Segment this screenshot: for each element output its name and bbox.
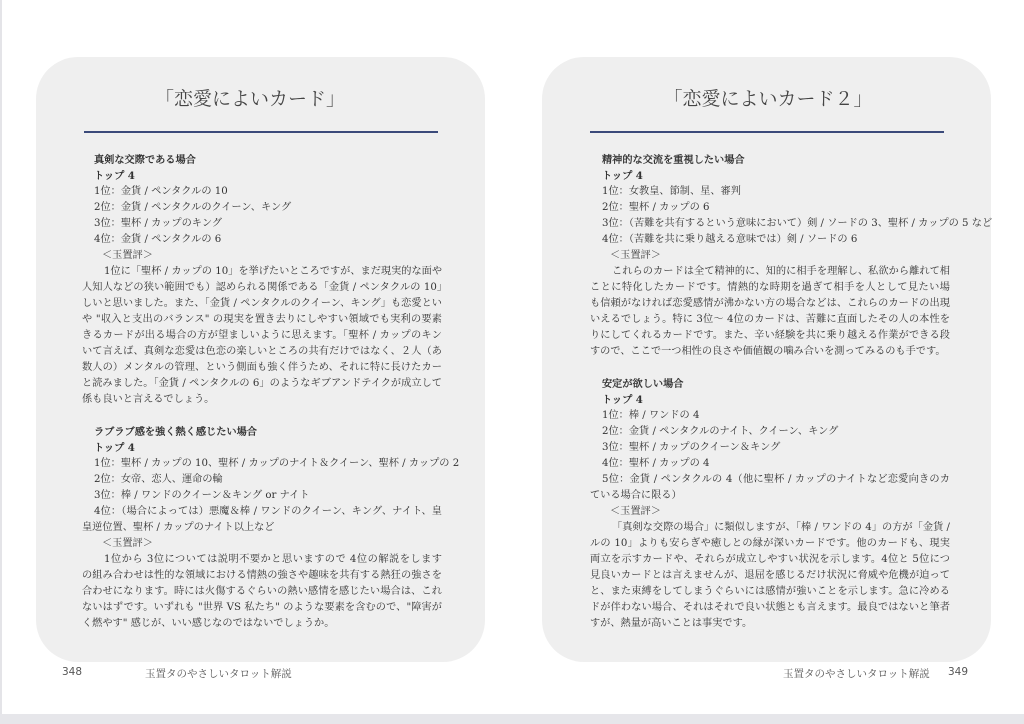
- paragraph-line: 係も良いと言えるでしょう。: [82, 394, 215, 405]
- paragraph-line: 皇逆位置、聖杯 / カップのナイト以上など: [82, 522, 275, 533]
- list-item: 5位：金貨 / ペンタクルの 4（他に聖杯 / カップのナイトなど恋愛向きのカ: [602, 474, 950, 485]
- paragraph-line: ないはずです。いずれも "世界 VS 私たち" のような要素を含むので、"障害が: [82, 602, 442, 613]
- review-label: ＜玉置評＞: [610, 250, 661, 261]
- paragraph-line: 1位から 3位については説明不要かと思いますので 4位の解説をします: [104, 554, 442, 565]
- paragraph-line: 「真剣な交際の場合」に類似しますが、「棒 / ワンドの 4」の方が「金貨 /: [612, 522, 950, 533]
- page-title: 「恋愛によいカード」: [154, 88, 345, 110]
- paragraph-line: 1位に「聖杯 / カップの 10」を挙げたいところですが、まだ現実的な面や: [104, 266, 442, 277]
- section-heading: トップ 4: [602, 394, 643, 406]
- list-item: 1位：聖杯 / カップの 10、聖杯 / カップのナイト＆クイーン、聖杯 / カップの 2: [94, 458, 460, 469]
- paragraph-line: すので、ここで一つ相性の良さや価値観の噛み合いを測ってみるのも手です。: [590, 346, 946, 357]
- paragraph-line: りにしてくれるカードです。また、辛い経験を共に乗り越える作業ができる段: [590, 330, 950, 341]
- paragraph-line: 人知人などの狭い範囲でも）認められる関係である「金貨 / ペンタクルの 10」: [82, 282, 442, 293]
- list-item: 3位：（苦難を共有するという意味において）剣 / ソードの 3、聖杯 / カップの 5 など: [602, 218, 993, 229]
- section-heading: 精神的な交流を重視したい場合: [602, 154, 745, 166]
- left-page: [0, 0, 512, 714]
- list-item: 3位：聖杯 / カップのキング: [94, 218, 223, 229]
- paragraph-line: いて言えば、真剣な恋愛は色恋の楽しいところの共有だけではなく、２人（あ: [82, 346, 442, 357]
- right-page: [512, 0, 1024, 714]
- running-title: 玉置タのやさしいタロット解説: [783, 668, 930, 680]
- list-item: 1位：棒 / ワンドの 4: [602, 410, 700, 421]
- paragraph-line: 合わせになります。時には火傷するぐらいの熱い感情を感じたい場合は、これ: [82, 586, 442, 597]
- title-divider: [84, 131, 438, 133]
- paragraph-line: と、また束縛をしてしまうぐらいには感情が強いことを示します。急に冷める: [590, 586, 950, 597]
- list-item: 4位：金貨 / ペンタクルの 6: [94, 234, 222, 245]
- paragraph-line: ことに特化したカードです。情熱的な時期を過ぎて相手を人として見たい場: [590, 282, 950, 293]
- title-divider: [590, 131, 944, 133]
- paragraph-line: ている場合に限る）: [590, 490, 682, 501]
- review-label: ＜玉置評＞: [102, 250, 153, 261]
- paragraph-line: 両立を示すカードや、それらが成立しやすい状況を示します。4位と 5位につ: [590, 554, 950, 565]
- paragraph-line: すが、熱量が高いことは事実です。: [590, 618, 753, 629]
- paragraph-line: と読みました。「金貨 / ペンタクルの 6」のようなギブアンドテイクが成立して: [82, 378, 442, 389]
- page-title: 「恋愛によいカード２」: [663, 88, 873, 110]
- section-heading: ラブラブ感を強く熱く感じたい場合: [94, 426, 257, 438]
- paragraph-line: も信頼がなければ恋愛感情が沸かない方の場合などは、これらのカードの出現: [590, 298, 950, 309]
- list-item: 4位：聖杯 / カップの 4: [602, 458, 710, 469]
- paragraph-line: 見良いカードとは言えませんが、退屈を感じるだけ状況に脅威や危機が迫って: [590, 570, 950, 581]
- paragraph-line: これらのカードは全て精神的に、知的に相手を理解し、私欲から離れて相: [612, 266, 950, 277]
- page-number: 348: [62, 666, 83, 678]
- page-body: [590, 152, 993, 632]
- page-body: [82, 152, 460, 632]
- running-title: 玉置タのやさしいタロット解説: [145, 668, 292, 680]
- paragraph-line: いえるでしょう。特に 3位～ 4位のカードは、苦難に直面したその人の本性を: [590, 314, 950, 325]
- section-heading: 安定が欲しい場合: [602, 378, 684, 390]
- blank-line: [590, 360, 950, 376]
- section-heading: 真剣な交際である場合: [94, 154, 196, 166]
- list-item: 1位：金貨 / ペンタクルの 10: [94, 186, 228, 197]
- section-heading: トップ 4: [602, 170, 643, 182]
- section-heading: トップ 4: [94, 170, 135, 182]
- page-number: 349: [948, 666, 969, 678]
- paragraph-line: ルの 10」よりも安らぎや癒しとの縁が深いカードです。他のカードも、現実: [590, 538, 950, 549]
- list-item: 4位：（場合によっては）悪魔＆棒 / ワンドのクイーン、キング、ナイト、皇: [94, 506, 442, 517]
- list-item: 4位：（苦難を共に乗り越える意味では）剣 / ソードの 6: [602, 234, 858, 245]
- list-item: 2位：聖杯 / カップの 6: [602, 202, 710, 213]
- section-heading: トップ 4: [94, 442, 135, 454]
- paragraph-line: 数人の）メンタルの管理、という側面も強く伴うため、それに特に長けたカー: [82, 362, 442, 373]
- list-item: 2位：金貨 / ペンタクルのナイト、クイーン、キング: [602, 426, 839, 437]
- list-item: 3位：棒 / ワンドのクイーン＆キング or ナイト: [94, 490, 310, 501]
- viewer-bottom-edge: [0, 714, 1024, 724]
- paragraph-line: ドが伴わない場合、それはそれで良い状態とも言えます。最良ではないと筆者: [590, 602, 950, 613]
- list-item: 1位：女教皇、節制、星、審判: [602, 186, 741, 197]
- paragraph-line: の組み合わせは性的な領域における情熱の強さや趣味を共有する熱狂の強さを: [82, 570, 442, 581]
- review-label: ＜玉置評＞: [610, 506, 661, 517]
- blank-line: [82, 408, 442, 424]
- paragraph-line: しいと思いました。また、「金貨 / ペンタクルのクイーン、キング」も恋愛とい: [82, 298, 442, 309]
- paragraph-line: きるカードが出る場合の方が望ましいように思えます。「聖杯 / カップのキン: [82, 330, 442, 341]
- list-item: 2位：女帝、恋人、運命の輪: [94, 474, 223, 485]
- review-label: ＜玉置評＞: [102, 538, 153, 549]
- paragraph-line: や "収入と支出のバランス" の現実を置き去りにしやすい領域でも実利の要素: [82, 314, 442, 325]
- paragraph-line: く燃やす" 感じが、いい感じなのではないでしょうか。: [82, 618, 335, 629]
- list-item: 3位：聖杯 / カップのクイーン＆キング: [602, 442, 781, 453]
- list-item: 2位：金貨 / ペンタクルのクイーン、キング: [94, 202, 292, 213]
